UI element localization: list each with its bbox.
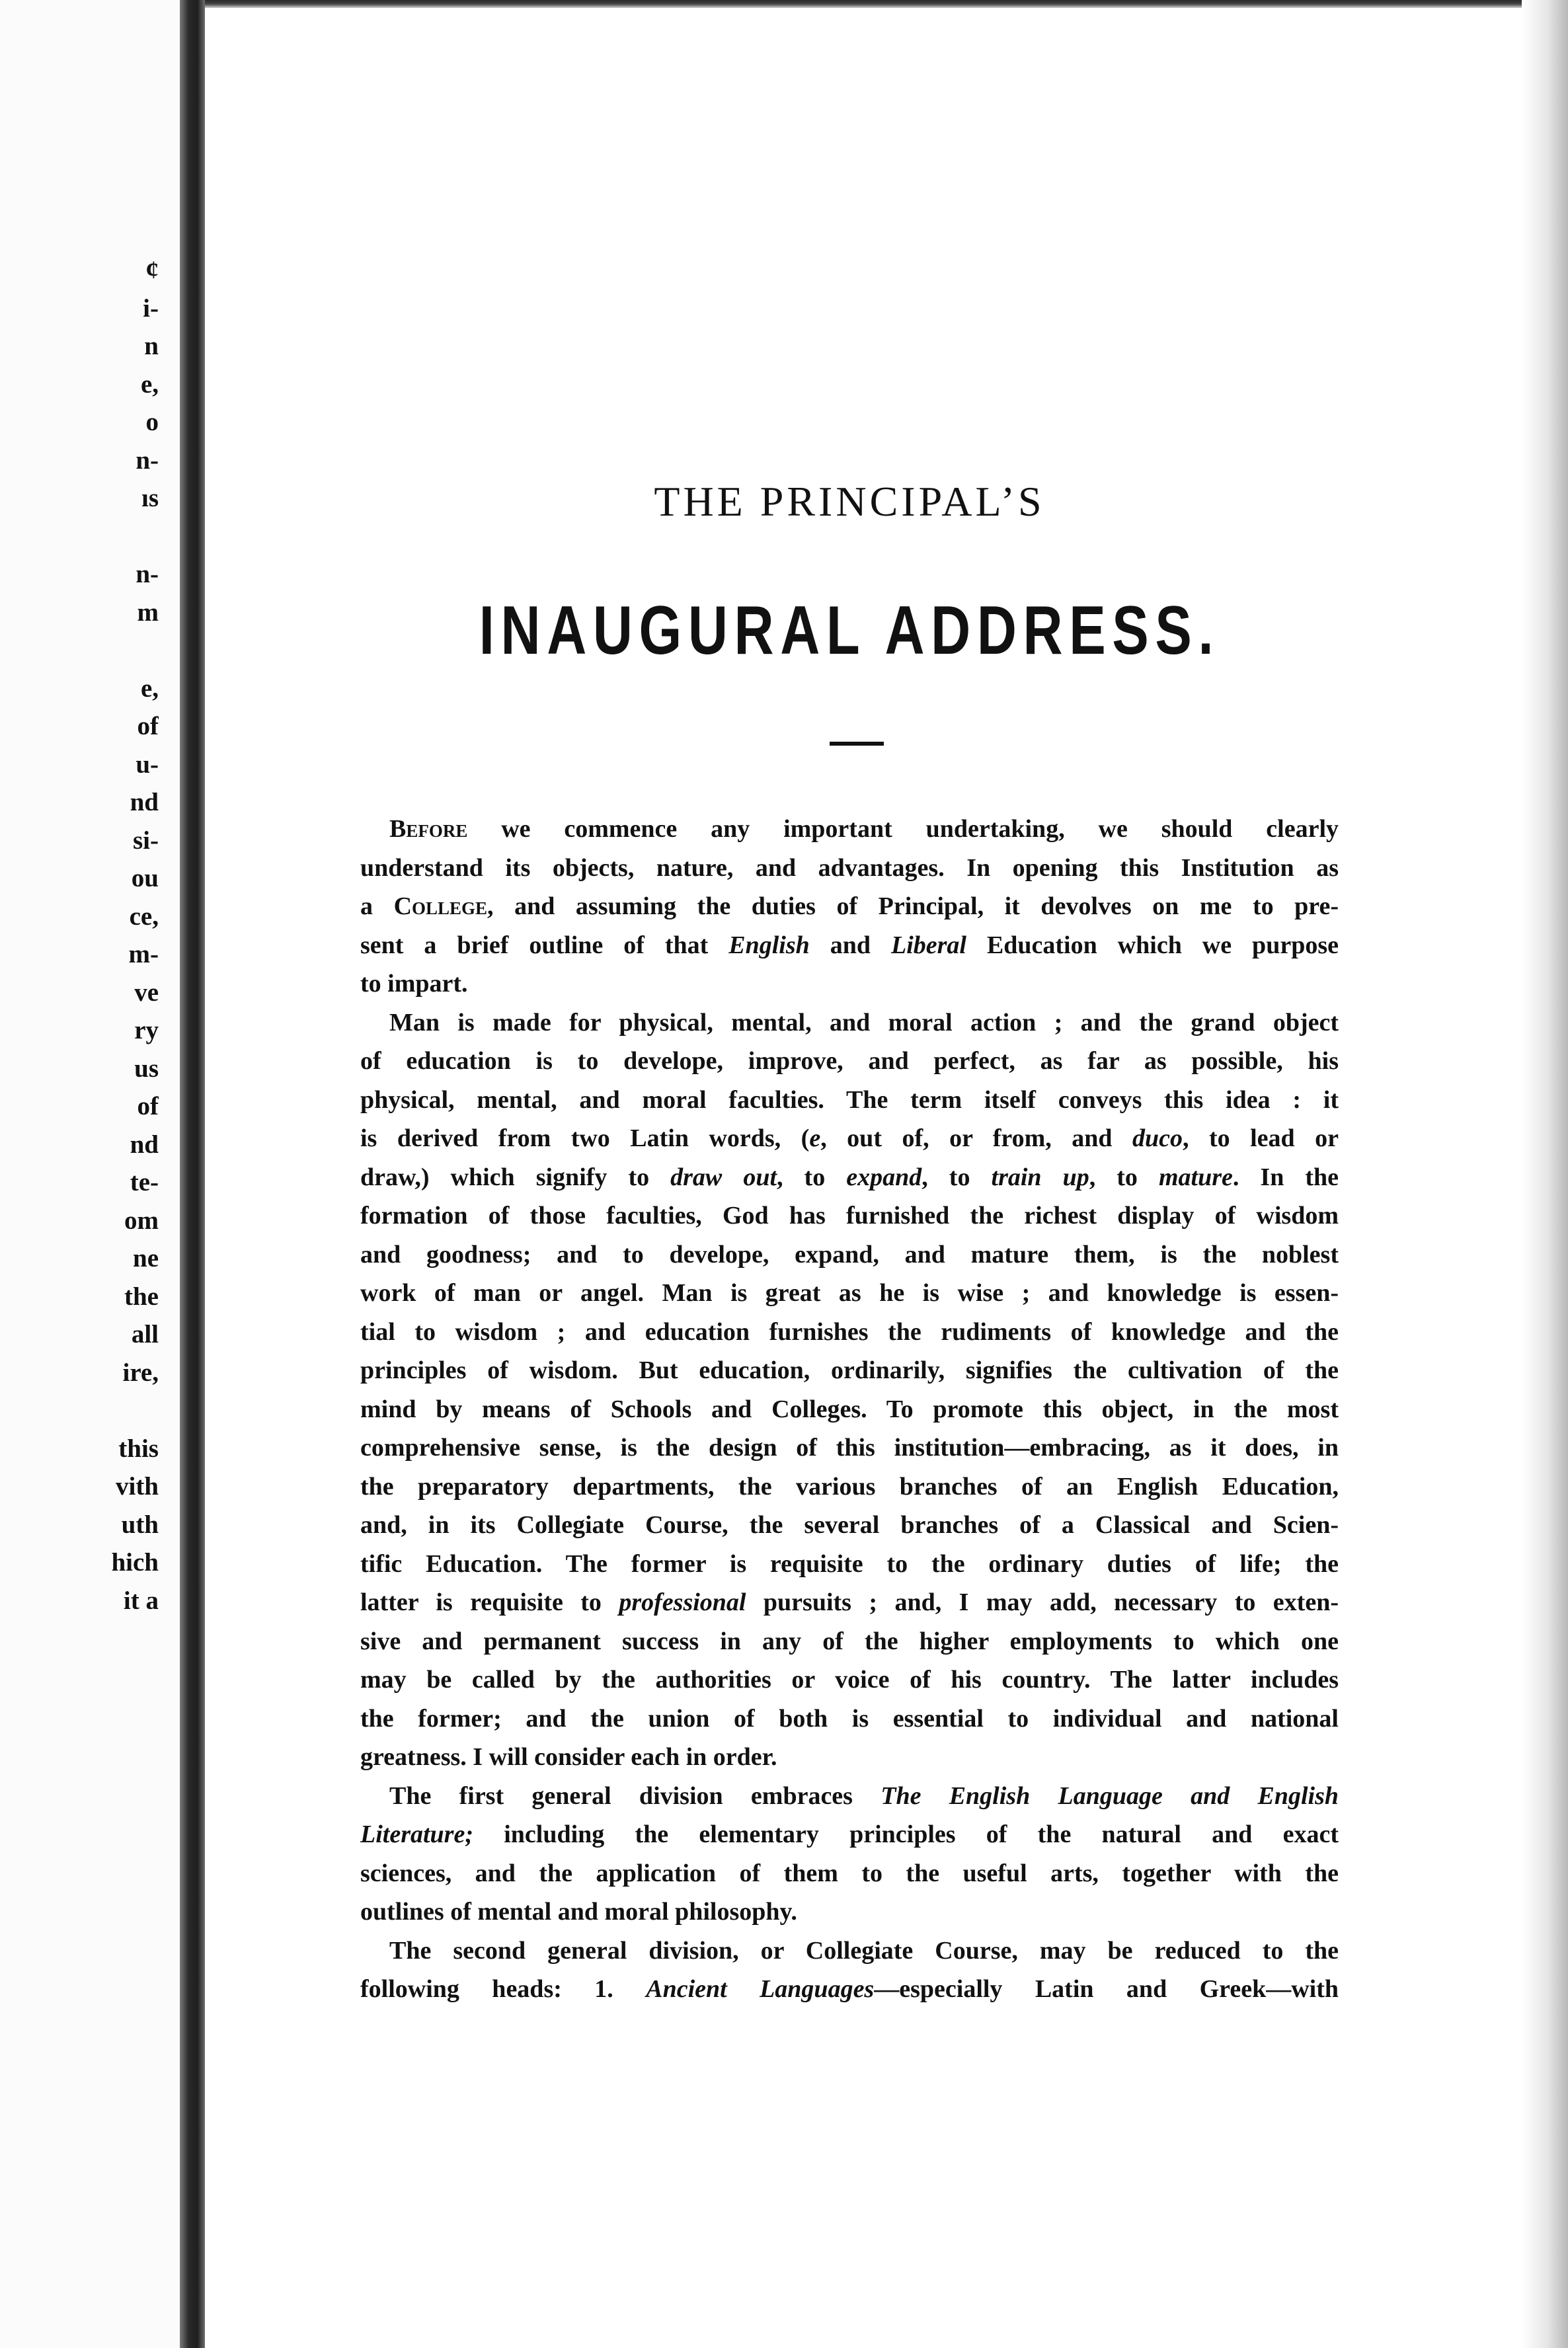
text-run: draw,) which signify to: [360, 1163, 671, 1191]
fragment: [0, 518, 159, 556]
text-run: College: [393, 892, 488, 920]
fragment: n: [144, 332, 159, 360]
text-line: formation of those faculties, God has furnished the richest display of wisdom: [360, 1202, 1339, 1230]
fragment: ry: [134, 1016, 159, 1044]
text-run: a: [360, 892, 394, 920]
text-line: greatness. I will consider each in order.: [360, 1743, 777, 1771]
text-line: [360, 1583, 1339, 1622]
text-run: Liberal: [890, 931, 966, 959]
text-line: the preparatory departments, the various branches of an English Education,: [360, 1472, 1339, 1501]
text-line: principles of wisdom. But education, ordinarily, signifies the cultivation of the: [360, 1356, 1339, 1384]
fragment: o: [145, 408, 159, 436]
text-run: expand: [846, 1163, 922, 1191]
paragraph-4: [360, 1932, 1339, 2009]
text-line: sive and permanent success in any of the higher employments to which one: [360, 1627, 1339, 1655]
text-run: we commence any important undertaking, we should clearly: [467, 815, 1339, 843]
paragraph-1: [360, 810, 1339, 1003]
initial-word: Before: [389, 815, 468, 843]
fragment: hich: [111, 1548, 159, 1577]
fragment: ve: [134, 978, 159, 1007]
title-rule: [830, 742, 884, 746]
text-line: [360, 810, 1339, 849]
text-run: latter is requisite to: [360, 1588, 619, 1616]
text-run: train up: [991, 1163, 1089, 1191]
text-line: and, in its Collegiate Course, the several branches of a Classical and Scien-: [360, 1511, 1339, 1539]
paragraph-3: [360, 1777, 1339, 1932]
text-line: of education is to develope, improve, and perfect, as far as possible, his: [360, 1047, 1339, 1075]
text-line: [360, 1970, 1339, 2009]
text-run: The English Language and English: [881, 1781, 1339, 1810]
fragment: it a: [123, 1586, 159, 1615]
fragment: te-: [130, 1168, 159, 1196]
text-line: physical, mental, and moral faculties. The term itself conveys this idea : it: [360, 1085, 1339, 1114]
text-line: Man is made for physical, mental, and moral action ; and the grand object: [389, 1008, 1339, 1037]
text-line: tial to wisdom ; and education furnishes the rudiments of knowledge and the: [360, 1317, 1339, 1346]
fragment: this: [118, 1434, 159, 1463]
text-line: may be called by the authorities or voice of his country. The latter includes: [360, 1666, 1339, 1694]
text-run: , to: [1089, 1163, 1159, 1191]
page-top-edge: [205, 0, 1568, 8]
text-run: —especially Latin and Greek—with: [874, 1975, 1339, 2003]
paragraph-2: [360, 1003, 1339, 1777]
text-run: following heads: 1.: [360, 1975, 647, 2003]
page-edge-shadow: [1522, 0, 1568, 2348]
fragment: [0, 1391, 159, 1430]
text-run: is derived from two Latin words, (: [360, 1124, 810, 1152]
text-line: [360, 1158, 1339, 1197]
fragment: ire,: [122, 1358, 159, 1387]
text-run: and: [809, 931, 891, 959]
fragment: of: [137, 1092, 159, 1120]
text-line: to impart.: [360, 970, 468, 998]
body-text: [360, 810, 1339, 2009]
fragment: ¢: [145, 256, 159, 284]
fragment: u-: [136, 750, 159, 779]
text-run: English: [728, 931, 810, 959]
text-run: , and assuming the duties of Principal, it devolves on me to pre-: [487, 892, 1339, 920]
text-run: pursuits ; and, I may add, necessary to exten-: [746, 1588, 1339, 1616]
fragment: i-: [143, 294, 159, 323]
fragment: e,: [140, 674, 159, 703]
text-run: Ancient Languages: [646, 1975, 875, 2003]
page-title-line-2: INAUGURAL ADDRESS.: [479, 592, 1220, 669]
text-line: The second general division, or Collegiate Course, may be reduced to the: [389, 1936, 1339, 1965]
facing-page-text-fragments: [0, 251, 159, 1620]
fragment: vith: [115, 1472, 159, 1501]
fragment: us: [134, 1054, 159, 1083]
fragment: [0, 631, 159, 670]
fragment: n-: [136, 560, 159, 588]
text-line: tific Education. The former is requisite to the ordinary duties of life; the: [360, 1549, 1339, 1578]
text-run: duco: [1132, 1124, 1183, 1152]
fragment: the: [124, 1282, 159, 1311]
fragment: ne: [133, 1244, 159, 1272]
fragment: uth: [121, 1510, 159, 1539]
text-run: mature: [1158, 1163, 1233, 1191]
text-run: , to: [777, 1163, 847, 1191]
text-run: including the elementary principles of the natural and exact: [473, 1820, 1339, 1848]
fragment: n-: [136, 446, 159, 475]
fragment: e,: [140, 370, 159, 399]
text-line: [360, 887, 1339, 926]
text-run: sent a brief outline of that: [360, 931, 729, 959]
text-line: [360, 1815, 1339, 1854]
fragment: nd: [130, 788, 159, 816]
text-line: sciences, and the application of them to the useful arts, together with the: [360, 1859, 1339, 1887]
text-run: Literature;: [360, 1820, 473, 1848]
text-line: the former; and the union of both is essential to individual and national: [360, 1704, 1339, 1733]
text-run: draw out: [670, 1163, 777, 1191]
text-run: Education which we purpose: [966, 931, 1339, 959]
text-line: [360, 1119, 1339, 1158]
fragment: nd: [130, 1130, 159, 1159]
text-line: and goodness; and to develope, expand, and mature them, is the noblest: [360, 1240, 1339, 1269]
fragment: ou: [131, 864, 159, 892]
text-line: [360, 1777, 1339, 1816]
text-line: outlines of mental and moral philosophy.: [360, 1898, 797, 1926]
text-run: , to lead or: [1182, 1124, 1339, 1152]
fragment: all: [131, 1320, 159, 1349]
book-gutter: [180, 0, 205, 2348]
fragment: om: [124, 1206, 159, 1235]
text-run: . In the: [1232, 1163, 1339, 1191]
text-run: The first general division embraces: [389, 1781, 881, 1810]
text-run: , to: [921, 1163, 992, 1191]
text-line: [360, 926, 1339, 965]
text-run: professional: [619, 1588, 746, 1616]
fragment: ıs: [141, 484, 159, 512]
text-run: e: [809, 1124, 821, 1152]
text-run: , out of, or from, and: [820, 1124, 1132, 1152]
text-line: understand its objects, nature, and advantages. In opening this Institution as: [360, 853, 1339, 882]
page-title-line-1: THE PRINCIPAL’S: [654, 478, 1045, 525]
fragment: si-: [133, 826, 159, 855]
fragment: ce,: [129, 902, 159, 931]
text-line: comprehensive sense, is the design of this institution—embracing, as it does, in: [360, 1434, 1339, 1462]
fragment: m-: [128, 940, 159, 968]
text-line: mind by means of Schools and Colleges. To promote this object, in the most: [360, 1395, 1339, 1423]
text-line: work of man or angel. Man is great as he is wise ; and knowledge is essen-: [360, 1279, 1339, 1307]
fragment: of: [137, 712, 159, 740]
fragment: m: [137, 598, 159, 627]
